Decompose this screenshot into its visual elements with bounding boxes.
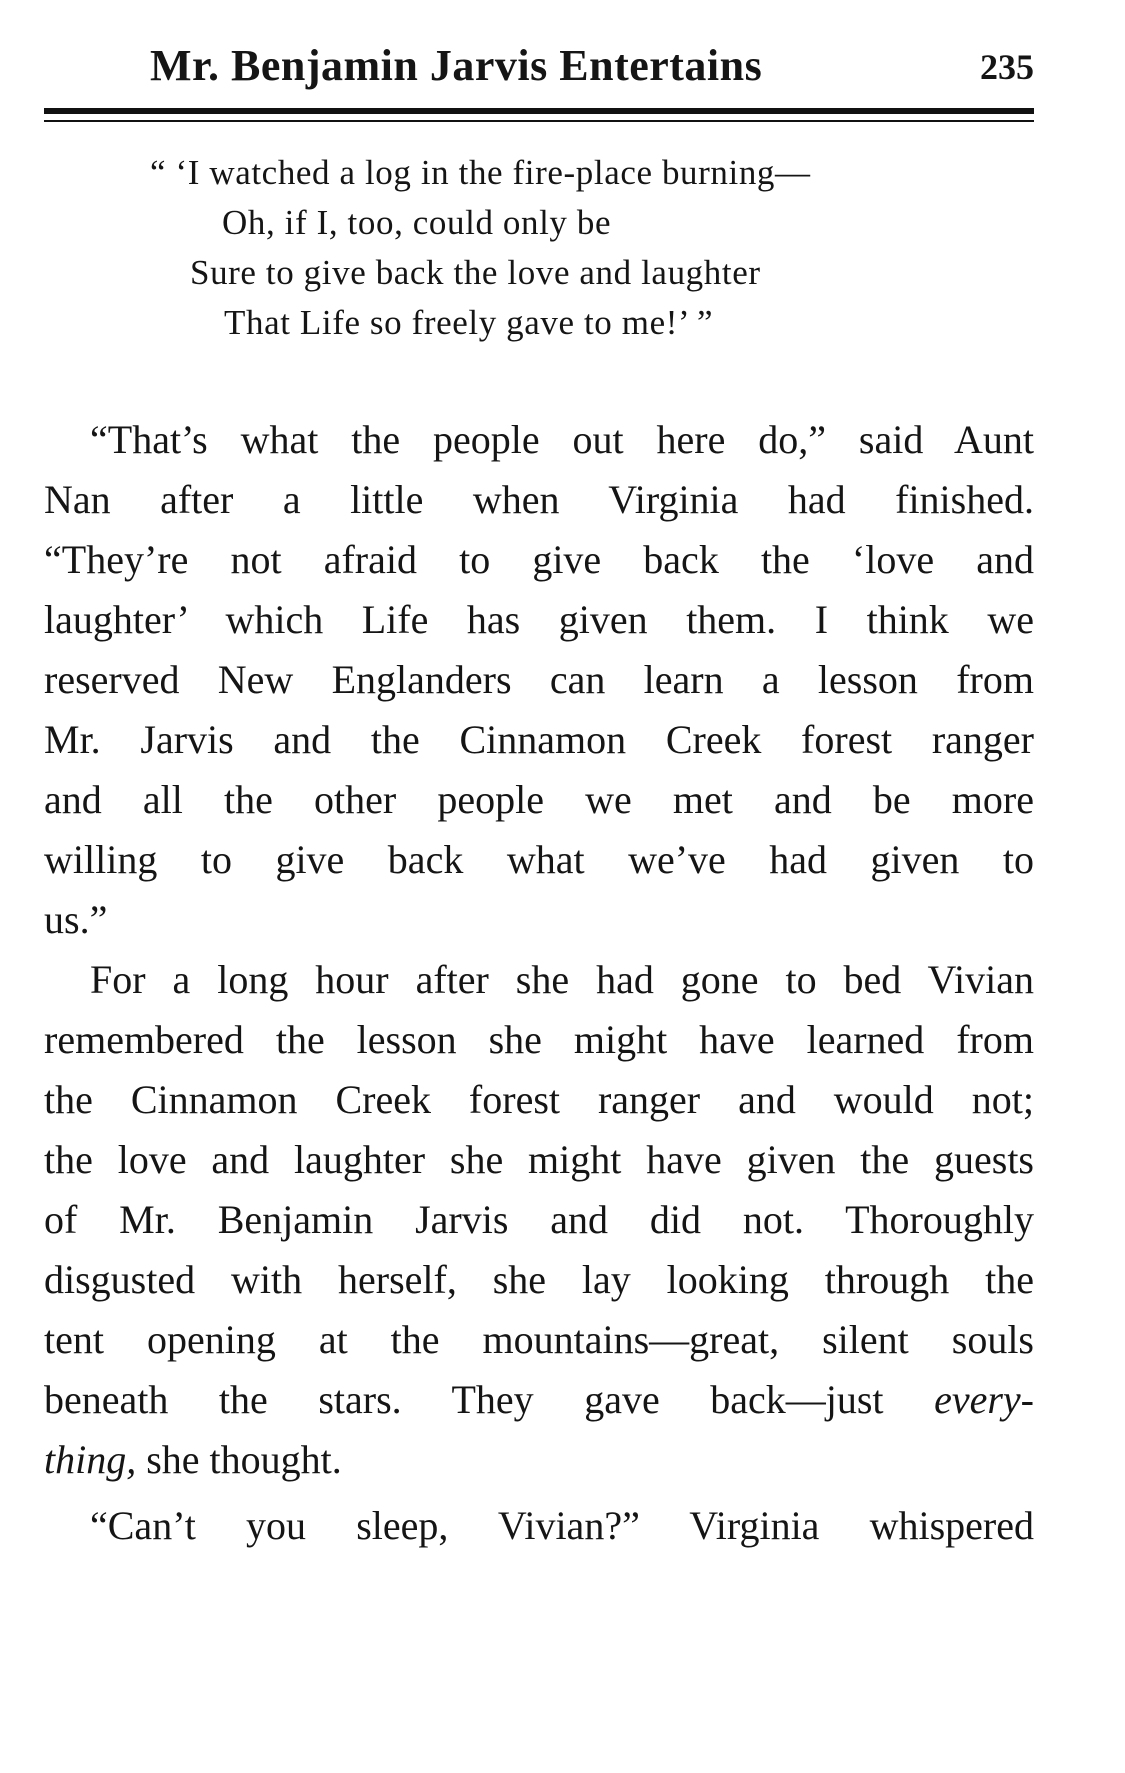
text-line: “They’re not afraid to give back the ‘love and bbox=[44, 537, 1034, 582]
poem-line: That Life so freely gave to me!’ ” bbox=[224, 303, 714, 342]
text-line bbox=[44, 1432, 1034, 1488]
text-line: tent opening at the mountains—great, silent souls bbox=[44, 1317, 1034, 1362]
text-line: and all the other people we met and be more bbox=[44, 777, 1034, 822]
text-line: Mr. Jarvis and the Cinnamon Creek forest ranger bbox=[44, 717, 1034, 762]
running-title: Mr. Benjamin Jarvis Entertains bbox=[150, 41, 763, 90]
running-header bbox=[150, 40, 1034, 100]
page-number: 235 bbox=[980, 47, 1034, 87]
text-line: remembered the lesson she might have learned from bbox=[44, 1017, 1034, 1062]
poem-line: Sure to give back the love and laughter bbox=[190, 253, 761, 292]
text-line: disgusted with herself, she lay looking through the bbox=[44, 1257, 1034, 1302]
poem-line: “ ‘I watched a log in the fire-place burning— bbox=[150, 153, 811, 192]
italic-word: every- bbox=[934, 1377, 1034, 1422]
text-line: Nan after a little when Virginia had finished. bbox=[44, 477, 1034, 522]
text-line: beneath the stars. They gave back—just every- bbox=[44, 1377, 1034, 1422]
text-run: she thought. bbox=[136, 1437, 342, 1482]
header-rule-thin bbox=[44, 120, 1034, 122]
text-line: willing to give back what we’ve had given to bbox=[44, 837, 1034, 882]
text-line: laughter’ which Life has given them. I think we bbox=[44, 597, 1034, 642]
text-line: of Mr. Benjamin Jarvis and did not. Thoroughly bbox=[44, 1197, 1034, 1242]
header-rule-thick bbox=[44, 108, 1034, 114]
poem-line: Oh, if I, too, could only be bbox=[222, 203, 612, 242]
text-line: the love and laughter she might have given the guests bbox=[44, 1137, 1034, 1182]
text-line: For a long hour after she had gone to bed Vivian bbox=[90, 957, 1034, 1002]
italic-word: thing, bbox=[44, 1437, 137, 1482]
text-line: “That’s what the people out here do,” said Aunt bbox=[90, 417, 1034, 462]
text-line: the Cinnamon Creek forest ranger and would not; bbox=[44, 1077, 1034, 1122]
text-line: reserved New Englanders can learn a lesson from bbox=[44, 657, 1034, 702]
text-line: “Can’t you sleep, Vivian?” Virginia whispered bbox=[90, 1503, 1034, 1548]
text-line: us.” bbox=[44, 897, 108, 942]
